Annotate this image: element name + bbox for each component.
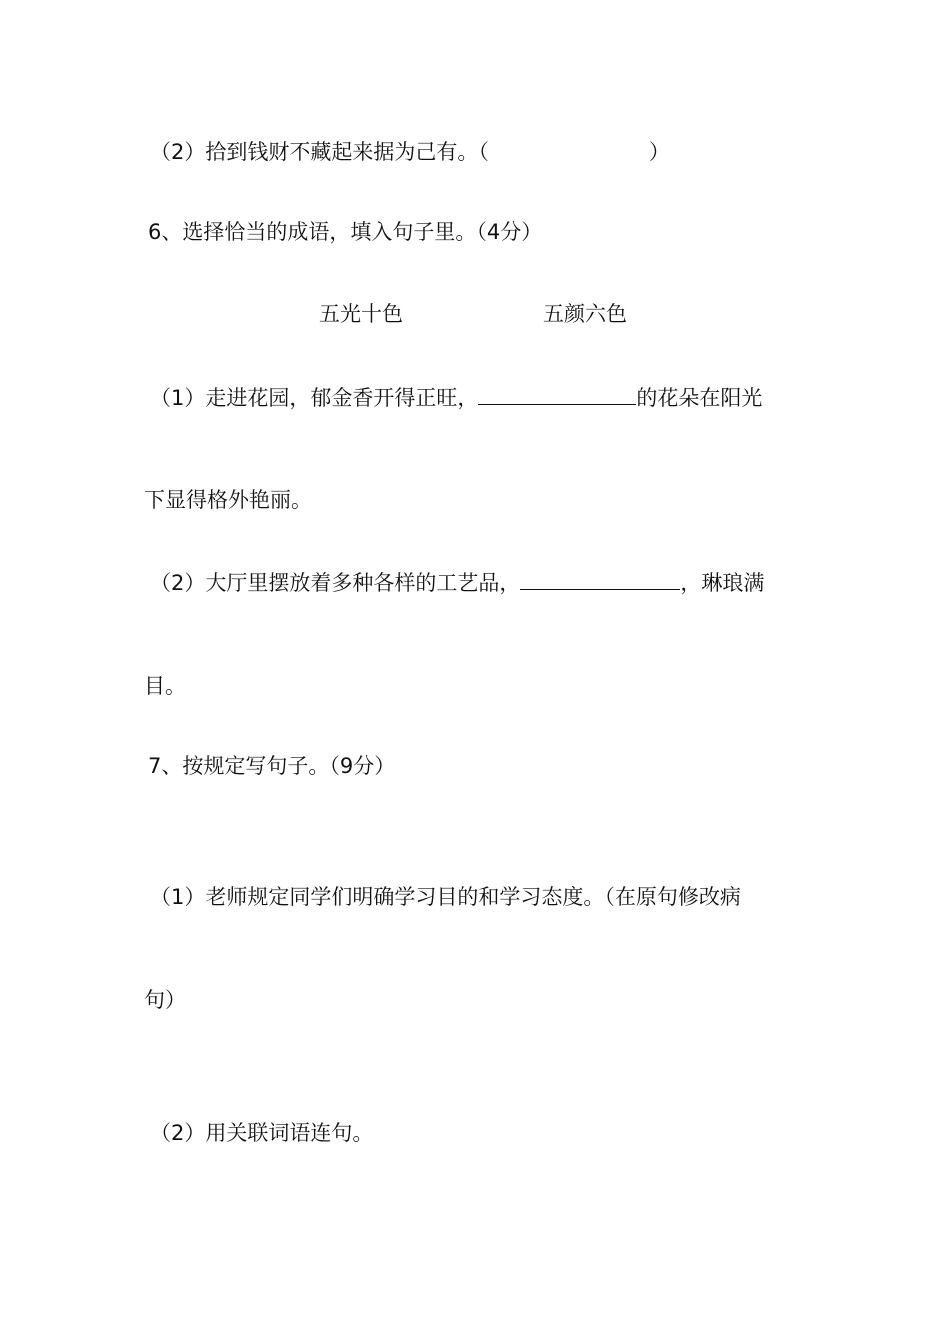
q7-item1-cont: 句） xyxy=(144,988,186,1012)
q5-item2 xyxy=(150,138,670,166)
q6-item2-after: ，琳琅满 xyxy=(680,571,765,595)
q6-item1-after: 的花朵在阳光 xyxy=(636,386,763,410)
q6-title: 6、选择恰当的成语，填入句子里。（4分） xyxy=(148,220,543,244)
q6-item2-cont: 目。 xyxy=(144,674,186,698)
q6-item1-blank[interactable] xyxy=(478,382,636,405)
q6-item1-cont: 下显得格外艳丽。 xyxy=(144,488,312,512)
q6-option-1: 五光十色 xyxy=(319,302,403,326)
q7-item2: （2）用关联词语连句。 xyxy=(150,1121,374,1145)
q6-item2-blank[interactable] xyxy=(520,567,680,590)
q6-item1-before: （1）走进花园，郁金香开得正旺， xyxy=(150,386,479,410)
q6-item2-before: （2）大厅里摆放着多种各样的工艺品， xyxy=(150,571,521,595)
q6-item1 xyxy=(150,382,762,412)
q7-title: 7、按规定写句子。（9分） xyxy=(148,754,396,778)
q7-item1: （1）老师规定同学们明确学习目的和学习态度。（在原句修改病 xyxy=(150,885,741,909)
q6-option-2: 五颜六色 xyxy=(543,302,627,326)
q5-item2-close: ） xyxy=(648,140,670,164)
q5-item2-text: （2）拾到钱财不藏起来据为己有。（ xyxy=(150,140,489,164)
q6-item2 xyxy=(150,567,764,597)
